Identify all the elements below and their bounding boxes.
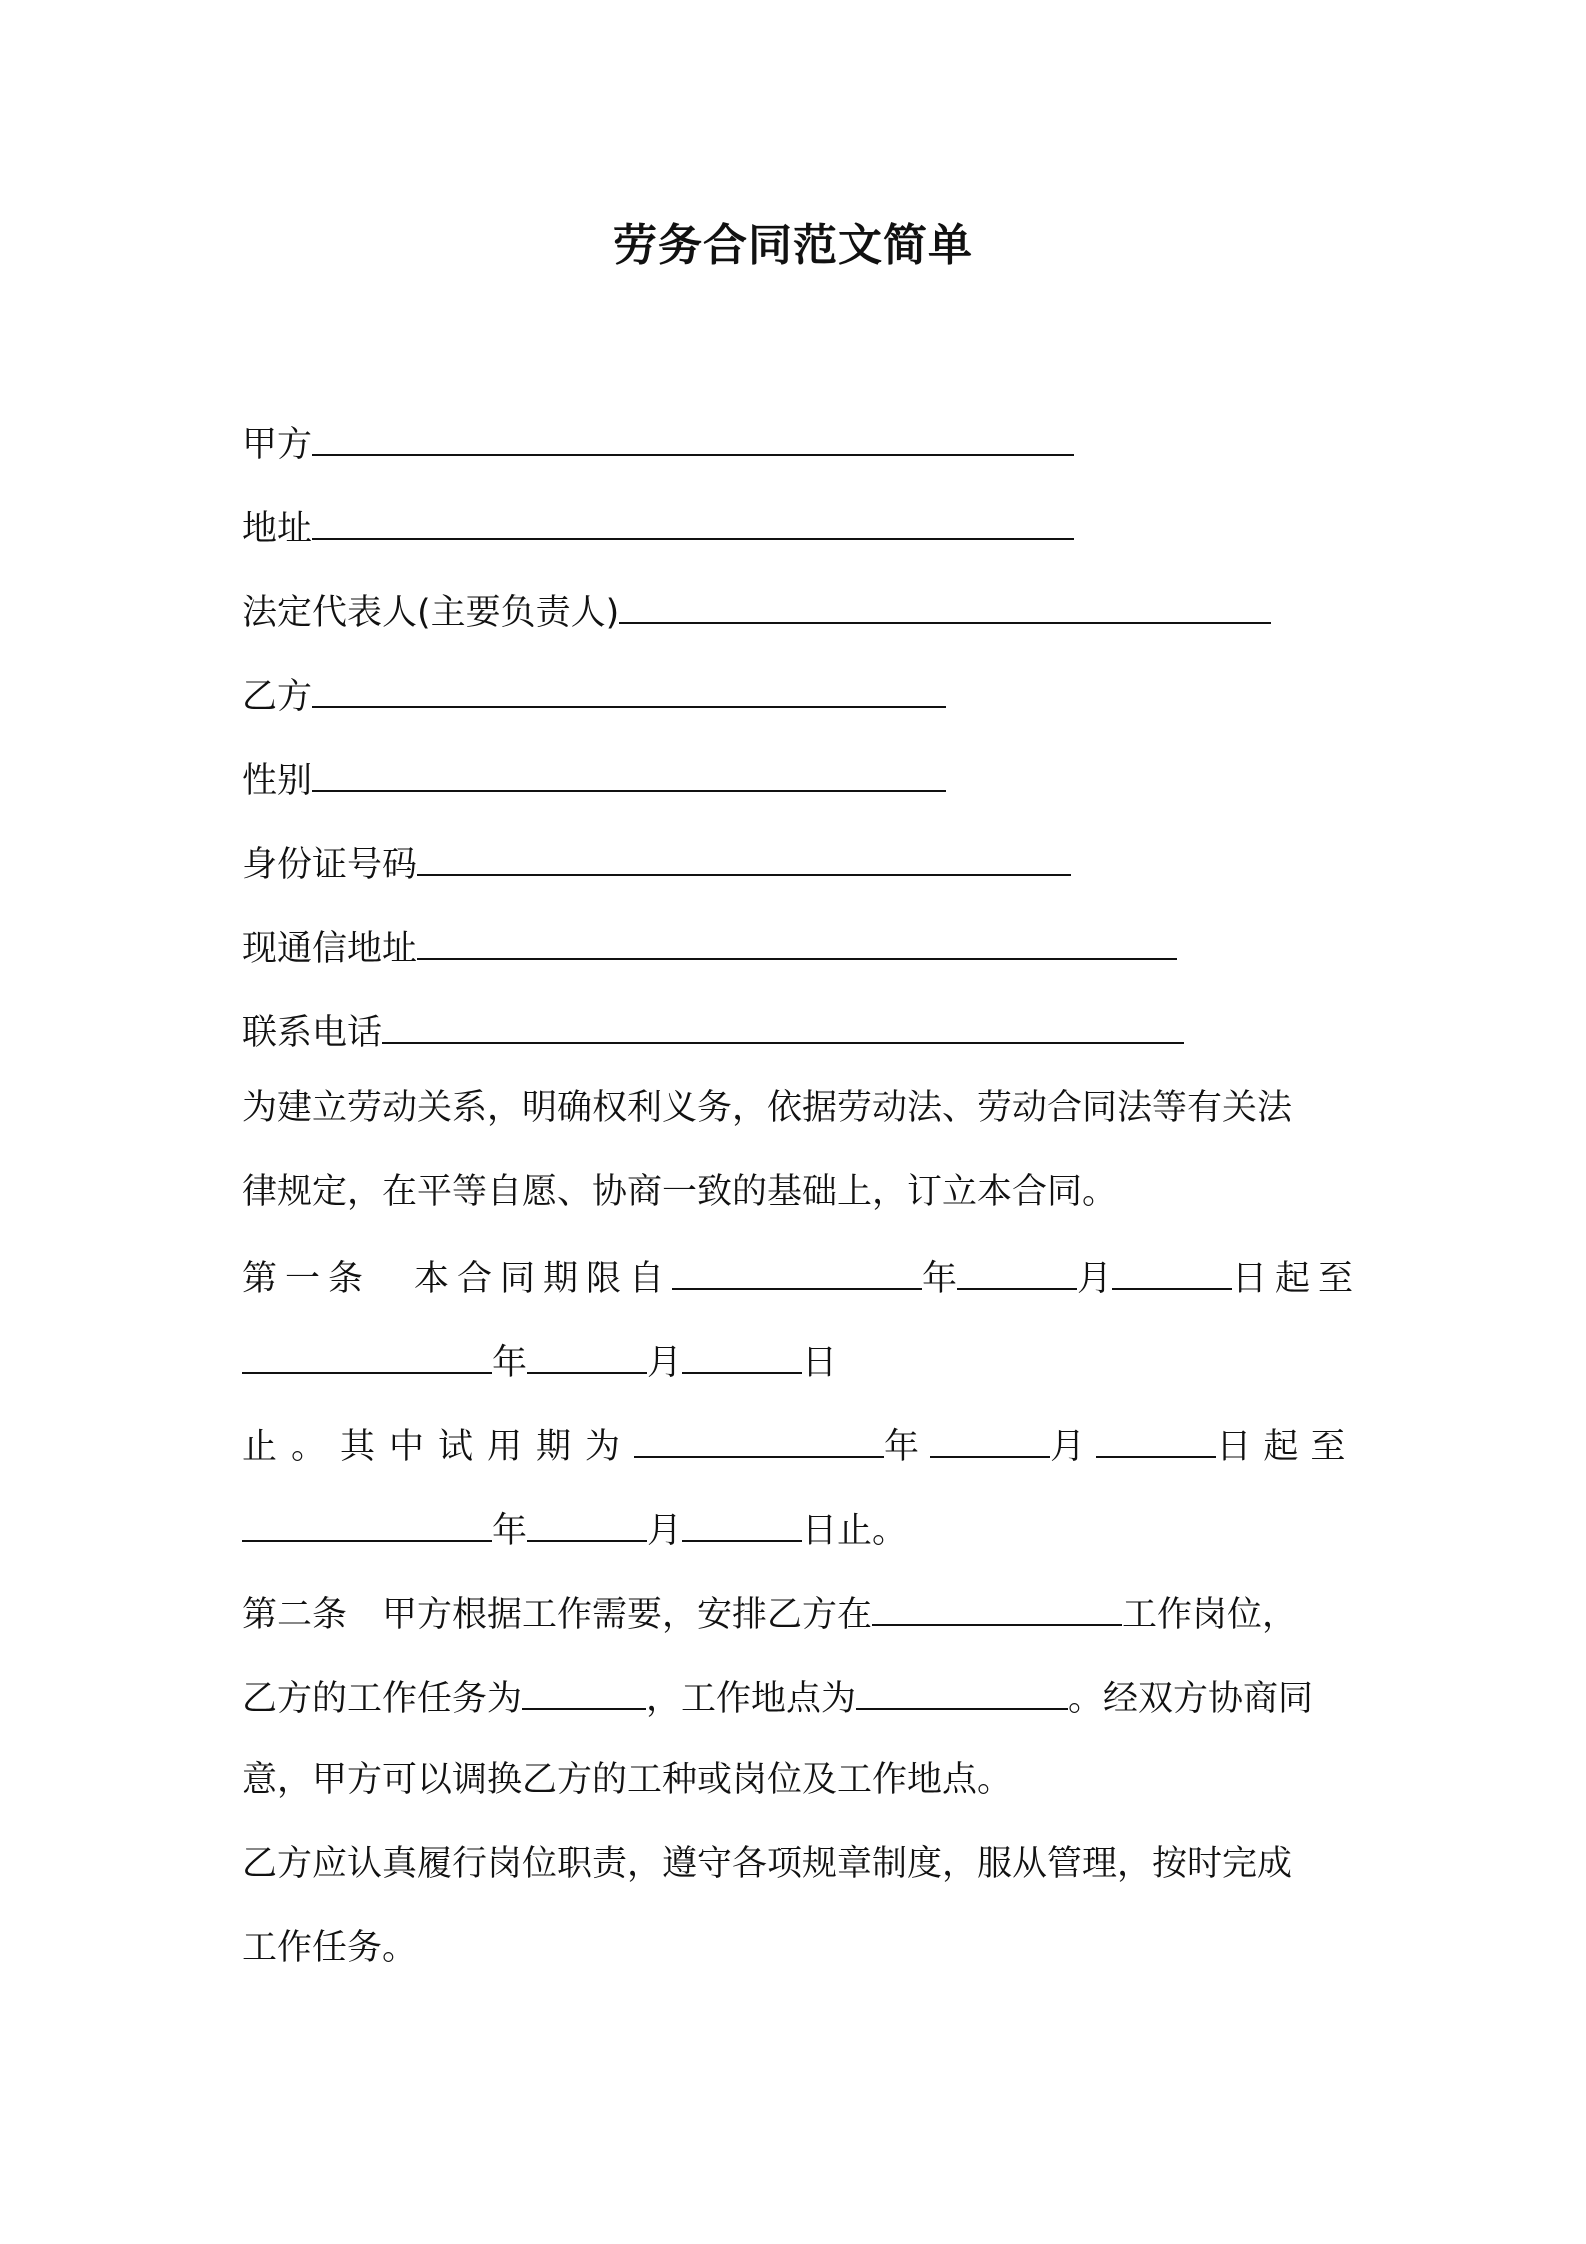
year-label: 年 bbox=[492, 1511, 528, 1551]
day-from-to-label: 日起至 bbox=[1232, 1259, 1362, 1299]
article-2-line-2 bbox=[242, 1672, 1313, 1723]
article-2-line-1 bbox=[242, 1588, 1297, 1639]
field-label: 地址 bbox=[242, 509, 313, 549]
year-label: 年 bbox=[884, 1427, 920, 1467]
fill-blank-month[interactable] bbox=[527, 1336, 647, 1374]
fill-blank[interactable] bbox=[619, 586, 1271, 624]
fill-blank-day[interactable] bbox=[1112, 1252, 1232, 1290]
article-1-line-2 bbox=[242, 1336, 837, 1387]
fill-blank-place[interactable] bbox=[856, 1672, 1068, 1710]
field-id-number bbox=[242, 838, 1071, 889]
fill-blank-year[interactable] bbox=[242, 1336, 492, 1374]
duty-line-1: 乙方应认真履行岗位职责，遵守各项规章制度，服从管理，按时完成 bbox=[242, 1844, 1293, 1884]
task-label: 乙方的工作任务为 bbox=[242, 1679, 523, 1719]
field-current-address bbox=[242, 922, 1177, 973]
fill-blank-year[interactable] bbox=[242, 1504, 492, 1542]
fill-blank-month[interactable] bbox=[930, 1420, 1050, 1458]
preamble-line-2: 律规定，在平等自愿、协商一致的基础上，订立本合同。 bbox=[242, 1172, 1118, 1212]
fill-blank-day[interactable] bbox=[682, 1504, 802, 1542]
field-label: 身份证号码 bbox=[242, 845, 418, 885]
year-label: 年 bbox=[922, 1259, 958, 1299]
field-label: 现通信地址 bbox=[242, 929, 418, 969]
post-label: 工作岗位， bbox=[1122, 1595, 1298, 1635]
article-2-line-3: 意，甲方可以调换乙方的工种或岗位及工作地点。 bbox=[242, 1760, 1013, 1800]
year-label: 年 bbox=[492, 1343, 528, 1383]
article-1-line-1 bbox=[242, 1252, 1361, 1303]
field-address bbox=[242, 502, 1074, 553]
field-gender bbox=[242, 754, 946, 805]
fill-blank-day[interactable] bbox=[682, 1336, 802, 1374]
article-1-line-3 bbox=[242, 1420, 1357, 1471]
field-label: 甲方 bbox=[242, 425, 313, 465]
fill-blank[interactable] bbox=[382, 1006, 1184, 1044]
fill-blank[interactable] bbox=[312, 502, 1074, 540]
fill-blank-year[interactable] bbox=[634, 1420, 884, 1458]
field-party-b bbox=[242, 670, 946, 721]
fill-blank-month[interactable] bbox=[957, 1252, 1077, 1290]
fill-blank[interactable] bbox=[312, 418, 1074, 456]
month-label: 月 bbox=[1077, 1259, 1113, 1299]
month-label: 月 bbox=[647, 1511, 683, 1551]
trial-period-label: 止。其中试用期为 bbox=[242, 1427, 635, 1467]
article-1-line-4 bbox=[242, 1504, 907, 1555]
field-phone bbox=[242, 1006, 1184, 1057]
fill-blank[interactable] bbox=[312, 670, 946, 708]
fill-blank-post[interactable] bbox=[872, 1588, 1122, 1626]
field-label: 联系电话 bbox=[242, 1013, 383, 1053]
fill-blank-year[interactable] bbox=[672, 1252, 922, 1290]
field-label: 乙方 bbox=[242, 677, 313, 717]
day-from-to-label: 日起至 bbox=[1216, 1427, 1358, 1467]
fill-blank-month[interactable] bbox=[527, 1504, 647, 1542]
fill-blank[interactable] bbox=[417, 922, 1177, 960]
day-label: 日 bbox=[802, 1343, 838, 1383]
fill-blank[interactable] bbox=[417, 838, 1071, 876]
fill-blank-task[interactable] bbox=[522, 1672, 646, 1710]
month-label: 月 bbox=[1050, 1427, 1086, 1467]
field-label: 性别 bbox=[242, 761, 313, 801]
fill-blank-day[interactable] bbox=[1096, 1420, 1216, 1458]
fill-blank[interactable] bbox=[312, 754, 946, 792]
duty-line-2: 工作任务。 bbox=[242, 1928, 418, 1968]
preamble-line-1: 为建立劳动关系，明确权利义务，依据劳动法、劳动合同法等有关法 bbox=[242, 1088, 1293, 1128]
place-label: ，工作地点为 bbox=[646, 1679, 857, 1719]
document-title: 劳务合同范文简单 bbox=[613, 220, 973, 271]
field-party-a bbox=[242, 418, 1074, 469]
field-label: 法定代表人(主要负责人) bbox=[242, 593, 620, 633]
article-1-lead: 第一条 本合同期限自 bbox=[242, 1259, 673, 1299]
article-2-lead: 第二条 甲方根据工作需要，安排乙方在 bbox=[242, 1595, 873, 1635]
day-stop-label: 日止。 bbox=[802, 1511, 908, 1551]
field-legal-rep bbox=[242, 586, 1271, 637]
month-label: 月 bbox=[647, 1343, 683, 1383]
agree-label: 。经双方协商同 bbox=[1068, 1679, 1314, 1719]
